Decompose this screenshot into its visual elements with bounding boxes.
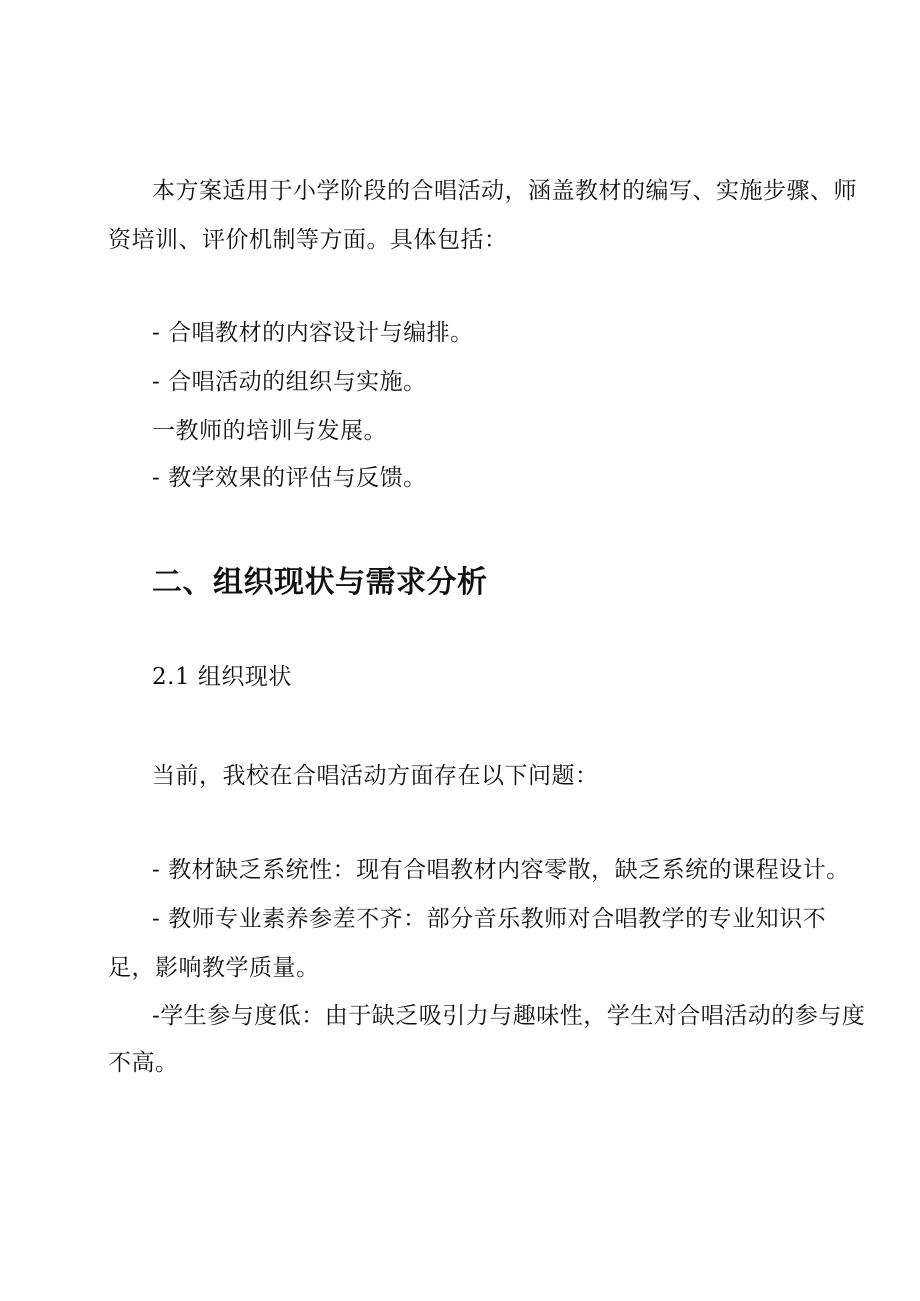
- scope-list-item: 一教师的培训与发展。: [152, 418, 387, 444]
- issue-item-student-line-2: 不高。: [108, 1050, 179, 1076]
- section-heading: 二、组织现状与需求分析: [152, 565, 488, 600]
- scope-paragraph-line-1: 本方案适用于小学阶段的合唱活动，涵盖教材的编写、实施步骤、师: [152, 178, 857, 204]
- issue-item-teacher-line-2: 足，影响教学质量。: [108, 955, 320, 981]
- scope-list-item: - 合唱活动的组织与实施。: [152, 369, 427, 395]
- issue-item-textbook: - 教材缺乏系统性：现有合唱教材内容零散，缺乏系统的课程设计。: [152, 857, 850, 883]
- issue-item-teacher-line-1: - 教师专业素养参差不齐：部分音乐教师对合唱教学的专业知识不: [152, 906, 827, 932]
- subsection-heading: 2.1 组织现状: [152, 664, 292, 690]
- issue-item-student-line-1: -学生参与度低：由于缺乏吸引力与趣味性，学生对合唱活动的参与度: [152, 1003, 866, 1029]
- issues-intro: 当前，我校在合唱活动方面存在以下问题：: [152, 763, 599, 789]
- scope-list-item: - 教学效果的评估与反馈。: [152, 465, 427, 491]
- scope-list-item: - 合唱教材的内容设计与编排。: [152, 320, 474, 346]
- scope-paragraph-line-2: 资培训、评价机制等方面。具体包括：: [108, 227, 508, 253]
